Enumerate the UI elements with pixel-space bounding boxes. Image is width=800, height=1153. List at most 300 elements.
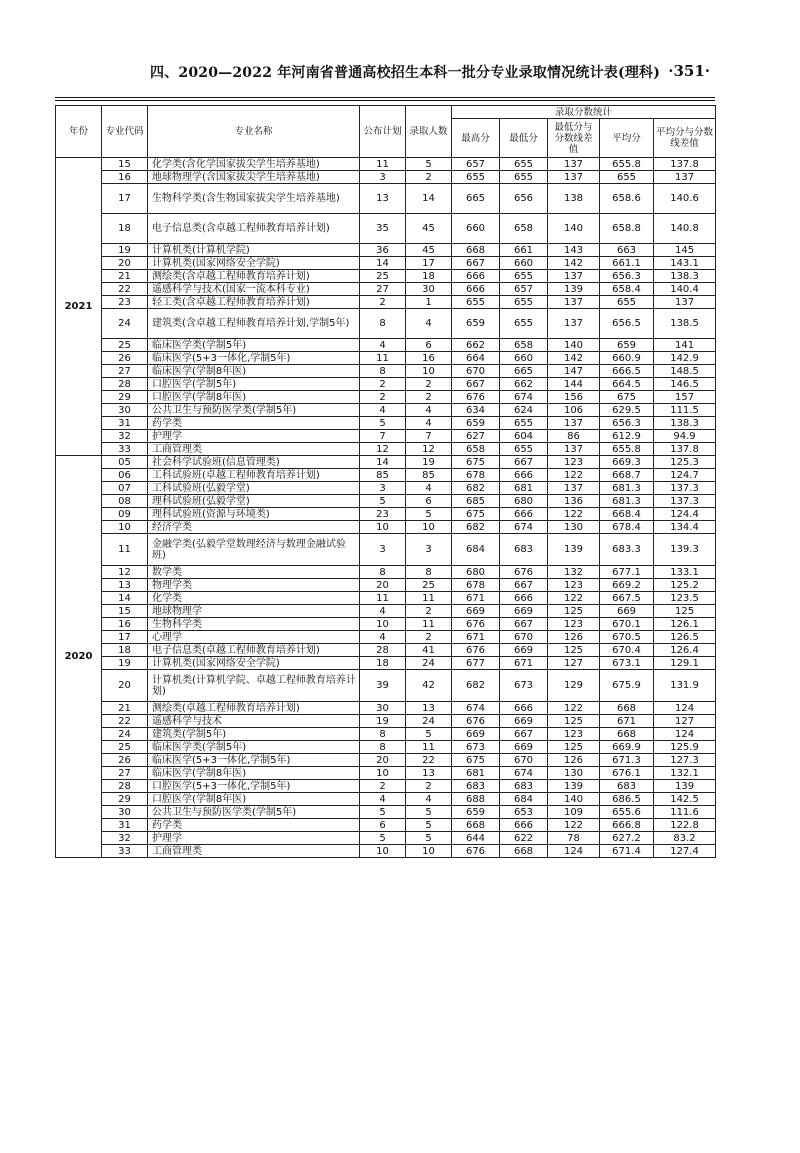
avg-cell: 686.5 (600, 793, 654, 806)
avg-cell: 664.5 (600, 378, 654, 391)
page-number: ·351· (668, 62, 710, 80)
avg-cell: 661.1 (600, 257, 654, 270)
max-cell: 668 (452, 819, 500, 832)
admitted-cell: 1 (406, 296, 452, 309)
avg-diff-cell: 145 (654, 244, 716, 257)
min-cell: 667 (500, 728, 548, 741)
avg-diff-cell: 83.2 (654, 832, 716, 845)
table-row (56, 741, 716, 754)
name-cell: 临床医学(5+3一体化,学制5年) (148, 754, 360, 767)
min-diff-cell: 144 (548, 378, 600, 391)
max-cell: 677 (452, 657, 500, 670)
avg-diff-cell: 124.4 (654, 508, 716, 521)
min-cell: 669 (500, 715, 548, 728)
name-cell: 工商管理类 (148, 845, 360, 858)
table-row (56, 495, 716, 508)
min-diff-cell: 137 (548, 309, 600, 339)
min-diff-cell: 125 (548, 715, 600, 728)
avg-cell: 683 (600, 780, 654, 793)
plan-cell: 5 (360, 495, 406, 508)
code-cell: 31 (102, 417, 148, 430)
name-cell: 公共卫生与预防医学类(学制5年) (148, 404, 360, 417)
avg-diff-cell: 141 (654, 339, 716, 352)
plan-cell: 2 (360, 378, 406, 391)
max-cell: 659 (452, 417, 500, 430)
avg-cell: 670.5 (600, 631, 654, 644)
max-cell: 675 (452, 754, 500, 767)
avg-cell: 668.4 (600, 508, 654, 521)
min-cell: 622 (500, 832, 548, 845)
avg-diff-cell: 126.4 (654, 644, 716, 657)
min-diff-cell: 137 (548, 443, 600, 456)
plan-cell: 10 (360, 845, 406, 858)
table-row (56, 819, 716, 832)
min-cell: 666 (500, 819, 548, 832)
avg-cell: 612.9 (600, 430, 654, 443)
col-avg: 平均分 (600, 119, 654, 158)
max-cell: 684 (452, 534, 500, 566)
min-diff-cell: 122 (548, 592, 600, 605)
max-cell: 669 (452, 605, 500, 618)
col-avg-diff: 平均分与分数线差值 (654, 119, 716, 158)
table-row (56, 244, 716, 257)
min-diff-cell: 137 (548, 482, 600, 495)
avg-cell: 666.5 (600, 365, 654, 378)
min-diff-cell: 125 (548, 644, 600, 657)
name-cell: 临床医学类(学制5年) (148, 741, 360, 754)
name-cell: 理科试验班(弘毅学堂) (148, 495, 360, 508)
min-cell: 655 (500, 443, 548, 456)
admitted-cell: 2 (406, 631, 452, 644)
plan-cell: 7 (360, 430, 406, 443)
min-cell: 674 (500, 521, 548, 534)
max-cell: 675 (452, 508, 500, 521)
admitted-cell: 5 (406, 819, 452, 832)
code-cell: 16 (102, 171, 148, 184)
max-cell: 682 (452, 482, 500, 495)
plan-cell: 11 (360, 592, 406, 605)
avg-cell: 668 (600, 728, 654, 741)
min-diff-cell: 130 (548, 767, 600, 780)
name-cell: 轻工类(含卓越工程师教育培养计划) (148, 296, 360, 309)
max-cell: 688 (452, 793, 500, 806)
name-cell: 电子信息类(卓越工程师教育培养计划) (148, 644, 360, 657)
max-cell: 666 (452, 270, 500, 283)
name-cell: 计算机类(计算机学院) (148, 244, 360, 257)
min-diff-cell: 140 (548, 793, 600, 806)
col-max: 最高分 (452, 119, 500, 158)
max-cell: 644 (452, 832, 500, 845)
admitted-cell: 14 (406, 184, 452, 214)
admitted-cell: 11 (406, 592, 452, 605)
min-diff-cell: 106 (548, 404, 600, 417)
col-score-stats: 录取分数统计 (452, 106, 716, 119)
min-cell: 658 (500, 214, 548, 244)
min-cell: 661 (500, 244, 548, 257)
avg-diff-cell: 123.5 (654, 592, 716, 605)
min-cell: 667 (500, 456, 548, 469)
table-row (56, 391, 716, 404)
plan-cell: 2 (360, 391, 406, 404)
table-row (56, 644, 716, 657)
plan-cell: 27 (360, 283, 406, 296)
year-cell: 2020 (56, 456, 102, 858)
max-cell: 658 (452, 443, 500, 456)
col-code: 专业代码 (102, 106, 148, 158)
code-cell: 19 (102, 244, 148, 257)
table-row (56, 728, 716, 741)
avg-cell: 676.1 (600, 767, 654, 780)
avg-cell: 675.9 (600, 670, 654, 702)
min-diff-cell: 86 (548, 430, 600, 443)
plan-cell: 5 (360, 806, 406, 819)
avg-cell: 655 (600, 296, 654, 309)
plan-cell: 2 (360, 780, 406, 793)
name-cell: 口腔医学(学制8年医) (148, 391, 360, 404)
avg-cell: 655 (600, 171, 654, 184)
page-title: 四、2020—2022 年河南省普通高校招生本科一批分专业录取情况统计表(理科) (150, 65, 661, 81)
min-cell: 676 (500, 566, 548, 579)
avg-diff-cell: 139 (654, 780, 716, 793)
admitted-cell: 11 (406, 618, 452, 631)
avg-diff-cell: 138.3 (654, 417, 716, 430)
max-cell: 667 (452, 257, 500, 270)
code-cell: 28 (102, 780, 148, 793)
table-row (56, 296, 716, 309)
table-row (56, 845, 716, 858)
min-cell: 666 (500, 469, 548, 482)
table-row (56, 780, 716, 793)
plan-cell: 5 (360, 832, 406, 845)
admitted-cell: 2 (406, 605, 452, 618)
name-cell: 测绘类(含卓越工程师教育培养计划) (148, 270, 360, 283)
min-diff-cell: 78 (548, 832, 600, 845)
min-diff-cell: 137 (548, 158, 600, 171)
min-cell: 681 (500, 482, 548, 495)
code-cell: 18 (102, 214, 148, 244)
plan-cell: 10 (360, 521, 406, 534)
avg-cell: 670.1 (600, 618, 654, 631)
avg-cell: 671 (600, 715, 654, 728)
avg-diff-cell: 142.5 (654, 793, 716, 806)
avg-cell: 670.4 (600, 644, 654, 657)
name-cell: 口腔医学(5+3一体化,学制5年) (148, 780, 360, 793)
header-rule-thin (55, 100, 715, 101)
table-row (56, 806, 716, 819)
code-cell: 15 (102, 158, 148, 171)
plan-cell: 8 (360, 741, 406, 754)
max-cell: 659 (452, 806, 500, 819)
admitted-cell: 4 (406, 417, 452, 430)
plan-cell: 12 (360, 443, 406, 456)
min-diff-cell: 122 (548, 702, 600, 715)
code-cell: 22 (102, 283, 148, 296)
name-cell: 工科试验班(弘毅学堂) (148, 482, 360, 495)
min-cell: 680 (500, 495, 548, 508)
code-cell: 11 (102, 534, 148, 566)
code-cell: 31 (102, 819, 148, 832)
code-cell: 19 (102, 657, 148, 670)
min-diff-cell: 122 (548, 819, 600, 832)
min-diff-cell: 139 (548, 780, 600, 793)
avg-diff-cell: 127.4 (654, 845, 716, 858)
avg-cell: 669 (600, 605, 654, 618)
min-diff-cell: 137 (548, 296, 600, 309)
max-cell: 655 (452, 296, 500, 309)
admitted-cell: 30 (406, 283, 452, 296)
code-cell: 17 (102, 631, 148, 644)
min-cell: 670 (500, 754, 548, 767)
min-diff-cell: 138 (548, 184, 600, 214)
name-cell: 化学类 (148, 592, 360, 605)
table-row (56, 482, 716, 495)
avg-diff-cell: 122.8 (654, 819, 716, 832)
admitted-cell: 5 (406, 158, 452, 171)
avg-diff-cell: 124 (654, 728, 716, 741)
table-row (56, 521, 716, 534)
plan-cell: 3 (360, 171, 406, 184)
name-cell: 计算机类(国家网络安全学院) (148, 657, 360, 670)
avg-cell: 669.9 (600, 741, 654, 754)
avg-diff-cell: 125.3 (654, 456, 716, 469)
table-row (56, 631, 716, 644)
plan-cell: 13 (360, 184, 406, 214)
col-admitted: 录取人数 (406, 106, 452, 158)
avg-cell: 666.8 (600, 819, 654, 832)
name-cell: 药学类 (148, 819, 360, 832)
avg-cell: 673.1 (600, 657, 654, 670)
min-diff-cell: 129 (548, 670, 600, 702)
avg-diff-cell: 127 (654, 715, 716, 728)
min-diff-cell: 123 (548, 579, 600, 592)
min-cell: 656 (500, 184, 548, 214)
admitted-cell: 2 (406, 378, 452, 391)
code-cell: 24 (102, 309, 148, 339)
max-cell: 675 (452, 456, 500, 469)
name-cell: 地球物理学(含国家拔尖学生培养基地) (148, 171, 360, 184)
admitted-cell: 13 (406, 767, 452, 780)
admitted-cell: 17 (406, 257, 452, 270)
code-cell: 29 (102, 793, 148, 806)
max-cell: 668 (452, 244, 500, 257)
admitted-cell: 19 (406, 456, 452, 469)
table-row (56, 469, 716, 482)
min-cell: 655 (500, 309, 548, 339)
code-cell: 29 (102, 391, 148, 404)
avg-cell: 627.2 (600, 832, 654, 845)
min-diff-cell: 122 (548, 508, 600, 521)
plan-cell: 4 (360, 605, 406, 618)
avg-diff-cell: 148.5 (654, 365, 716, 378)
col-name: 专业名称 (148, 106, 360, 158)
min-cell: 662 (500, 378, 548, 391)
avg-diff-cell: 125.2 (654, 579, 716, 592)
admitted-cell: 5 (406, 806, 452, 819)
max-cell: 678 (452, 469, 500, 482)
table-row (56, 605, 716, 618)
code-cell: 30 (102, 404, 148, 417)
plan-cell: 10 (360, 767, 406, 780)
avg-diff-cell: 124.7 (654, 469, 716, 482)
avg-diff-cell: 134.4 (654, 521, 716, 534)
avg-cell: 668 (600, 702, 654, 715)
code-cell: 30 (102, 806, 148, 819)
max-cell: 667 (452, 378, 500, 391)
avg-cell: 629.5 (600, 404, 654, 417)
name-cell: 金融学类(弘毅学堂数理经济与数理金融试验班) (148, 534, 360, 566)
code-cell: 26 (102, 352, 148, 365)
avg-cell: 663 (600, 244, 654, 257)
table-row (56, 443, 716, 456)
avg-cell: 658.8 (600, 214, 654, 244)
table-row (56, 430, 716, 443)
admitted-cell: 4 (406, 404, 452, 417)
avg-diff-cell: 140.8 (654, 214, 716, 244)
plan-cell: 8 (360, 365, 406, 378)
min-cell: 668 (500, 845, 548, 858)
max-cell: 674 (452, 702, 500, 715)
name-cell: 电子信息类(含卓越工程师教育培养计划) (148, 214, 360, 244)
plan-cell: 11 (360, 352, 406, 365)
avg-cell: 669.2 (600, 579, 654, 592)
name-cell: 地球物理学 (148, 605, 360, 618)
plan-cell: 11 (360, 158, 406, 171)
table-row (56, 534, 716, 566)
avg-cell: 671.4 (600, 845, 654, 858)
admitted-cell: 6 (406, 495, 452, 508)
min-diff-cell: 126 (548, 754, 600, 767)
name-cell: 临床医学(学制8年医) (148, 365, 360, 378)
name-cell: 护理学 (148, 832, 360, 845)
code-cell: 09 (102, 508, 148, 521)
max-cell: 665 (452, 184, 500, 214)
plan-cell: 3 (360, 482, 406, 495)
max-cell: 682 (452, 521, 500, 534)
min-cell: 655 (500, 270, 548, 283)
max-cell: 662 (452, 339, 500, 352)
avg-diff-cell: 127.3 (654, 754, 716, 767)
min-cell: 674 (500, 391, 548, 404)
max-cell: 680 (452, 566, 500, 579)
code-cell: 27 (102, 767, 148, 780)
table-row (56, 657, 716, 670)
avg-diff-cell: 137.8 (654, 158, 716, 171)
plan-cell: 18 (360, 657, 406, 670)
table-row (56, 339, 716, 352)
avg-cell: 660.9 (600, 352, 654, 365)
max-cell: 671 (452, 592, 500, 605)
avg-diff-cell: 125 (654, 605, 716, 618)
table-row (56, 270, 716, 283)
table-row (56, 417, 716, 430)
plan-cell: 8 (360, 728, 406, 741)
name-cell: 口腔医学(学制5年) (148, 378, 360, 391)
table-row (56, 832, 716, 845)
plan-cell: 8 (360, 566, 406, 579)
plan-cell: 20 (360, 579, 406, 592)
min-cell: 667 (500, 579, 548, 592)
max-cell: 660 (452, 214, 500, 244)
name-cell: 数学类 (148, 566, 360, 579)
table-row (56, 378, 716, 391)
table-row (56, 184, 716, 214)
code-cell: 21 (102, 270, 148, 283)
table-row (56, 702, 716, 715)
col-plan: 公布计划 (360, 106, 406, 158)
table-row (56, 158, 716, 171)
avg-diff-cell: 139.3 (654, 534, 716, 566)
max-cell: 671 (452, 631, 500, 644)
name-cell: 社会科学试验班(信息管理类) (148, 456, 360, 469)
max-cell: 655 (452, 171, 500, 184)
plan-cell: 3 (360, 534, 406, 566)
code-cell: 15 (102, 605, 148, 618)
admitted-cell: 41 (406, 644, 452, 657)
table-row (56, 793, 716, 806)
min-diff-cell: 142 (548, 352, 600, 365)
admitted-cell: 12 (406, 443, 452, 456)
admitted-cell: 13 (406, 702, 452, 715)
code-cell: 06 (102, 469, 148, 482)
admitted-cell: 24 (406, 715, 452, 728)
min-cell: 666 (500, 508, 548, 521)
plan-cell: 28 (360, 644, 406, 657)
admitted-cell: 16 (406, 352, 452, 365)
name-cell: 护理学 (148, 430, 360, 443)
admitted-cell: 25 (406, 579, 452, 592)
avg-cell: 655.8 (600, 158, 654, 171)
plan-cell: 19 (360, 715, 406, 728)
plan-cell: 14 (360, 257, 406, 270)
avg-cell: 655.6 (600, 806, 654, 819)
name-cell: 化学类(含化学国家拔尖学生培养基地) (148, 158, 360, 171)
admitted-cell: 2 (406, 171, 452, 184)
admitted-cell: 45 (406, 244, 452, 257)
avg-cell: 655.8 (600, 443, 654, 456)
code-cell: 33 (102, 845, 148, 858)
table-row (56, 257, 716, 270)
min-diff-cell: 123 (548, 456, 600, 469)
table-body (56, 158, 716, 858)
min-cell: 655 (500, 296, 548, 309)
min-cell: 669 (500, 741, 548, 754)
plan-cell: 20 (360, 754, 406, 767)
min-diff-cell: 123 (548, 728, 600, 741)
code-cell: 20 (102, 257, 148, 270)
avg-diff-cell: 157 (654, 391, 716, 404)
avg-diff-cell: 111.5 (654, 404, 716, 417)
avg-cell: 683.3 (600, 534, 654, 566)
min-diff-cell: 142 (548, 257, 600, 270)
admitted-cell: 7 (406, 430, 452, 443)
table-row (56, 309, 716, 339)
name-cell: 临床医学(5+3一体化,学制5年) (148, 352, 360, 365)
name-cell: 临床医学类(学制5年) (148, 339, 360, 352)
max-cell: 664 (452, 352, 500, 365)
min-diff-cell: 137 (548, 417, 600, 430)
name-cell: 理科试验班(资源与环境类) (148, 508, 360, 521)
admitted-cell: 5 (406, 728, 452, 741)
name-cell: 计算机类(计算机学院、卓越工程师教育培养计划) (148, 670, 360, 702)
plan-cell: 4 (360, 404, 406, 417)
code-cell: 22 (102, 715, 148, 728)
name-cell: 物理学类 (148, 579, 360, 592)
min-diff-cell: 130 (548, 521, 600, 534)
table-row (56, 365, 716, 378)
code-cell: 05 (102, 456, 148, 469)
admitted-cell: 18 (406, 270, 452, 283)
name-cell: 测绘类(卓越工程师教育培养计划) (148, 702, 360, 715)
